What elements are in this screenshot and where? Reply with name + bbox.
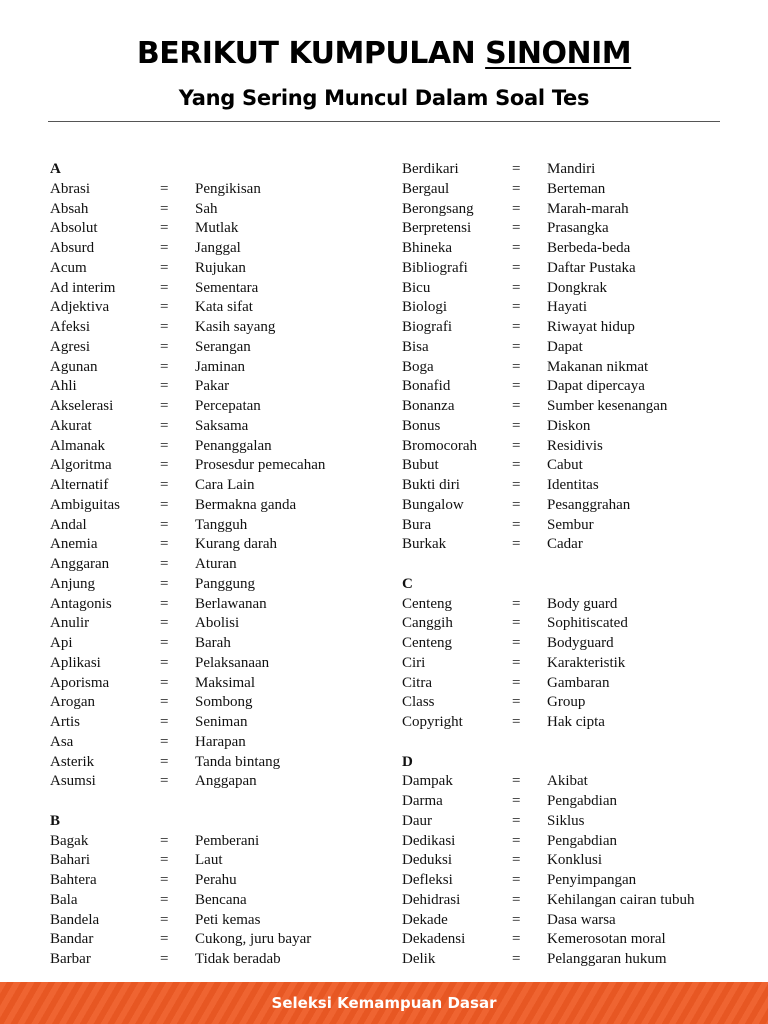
equals-sign: = <box>512 200 521 217</box>
synonym-term: Bubut <box>402 457 439 474</box>
synonym-term: Bonanza <box>402 398 455 414</box>
synonym-term: Darma <box>402 793 443 809</box>
synonym-meaning: Kurang darah <box>195 536 278 553</box>
equals-sign: = <box>160 674 169 691</box>
synonym-term: Absolut <box>50 220 98 237</box>
synonym-term: Asumsi <box>50 773 96 790</box>
synonym-meaning: Kemerosotan moral <box>547 931 666 948</box>
equals-sign: = <box>160 556 169 572</box>
equals-sign: = <box>160 733 169 750</box>
synonym-meaning: Kasih sayang <box>195 319 276 335</box>
synonym-term: Absurd <box>50 240 95 256</box>
synonym-meaning: Aturan <box>195 556 237 572</box>
synonym-meaning: Bencana <box>195 891 247 908</box>
synonym-meaning: Prasangka <box>547 220 609 237</box>
synonym-term: Citra <box>402 674 432 691</box>
synonym-term: Api <box>50 635 73 651</box>
equals-sign: = <box>512 891 521 908</box>
equals-sign: = <box>512 516 521 533</box>
synonym-term: Ahli <box>50 378 77 395</box>
equals-sign: = <box>512 793 521 809</box>
equals-sign: = <box>512 358 521 375</box>
synonym-term: Ciri <box>402 654 426 671</box>
synonym-meaning: Sophitiscated <box>547 615 628 632</box>
synonym-term: Defleksi <box>402 872 453 888</box>
synonym-meaning: Cadar <box>547 536 583 553</box>
equals-sign: = <box>160 714 169 730</box>
synonym-meaning: Pengabdian <box>547 832 617 849</box>
equals-sign: = <box>512 299 521 316</box>
synonym-meaning: Cabut <box>547 457 583 474</box>
synonym-meaning: Dasa warsa <box>547 911 616 928</box>
synonym-meaning: Konklusi <box>547 852 603 869</box>
equals-sign: = <box>512 457 521 474</box>
equals-sign: = <box>512 220 521 237</box>
synonym-term: Burkak <box>402 536 447 553</box>
equals-sign: = <box>160 951 169 967</box>
equals-sign: = <box>512 180 521 197</box>
synonym-term: Bergaul <box>402 180 450 197</box>
title-prefix: BERIKUT KUMPULAN <box>136 36 486 71</box>
synonym-term: Dehidrasi <box>402 891 461 908</box>
equals-sign: = <box>160 931 169 948</box>
footer-label: Seleksi Kemampuan Dasar <box>271 994 497 1012</box>
equals-sign: = <box>160 654 169 671</box>
equals-sign: = <box>512 161 521 177</box>
equals-sign: = <box>160 516 169 533</box>
synonym-term: Biologi <box>402 299 448 316</box>
equals-sign: = <box>160 891 169 908</box>
synonym-term: Bonafid <box>402 378 451 395</box>
equals-sign: = <box>512 536 521 553</box>
synonym-meaning: Rujukan <box>195 259 246 276</box>
synonym-meaning: Sumber kesenangan <box>547 398 668 414</box>
synonym-term: Asa <box>50 733 74 750</box>
synonym-term: Almanak <box>50 437 105 454</box>
section-letter: A <box>50 161 61 177</box>
synonym-term: Ad interim <box>50 279 116 296</box>
synonym-term: Bisa <box>402 338 429 355</box>
synonym-meaning: Daftar Pustaka <box>547 259 636 276</box>
synonym-meaning: Bermakna ganda <box>195 496 297 513</box>
equals-sign: = <box>512 338 521 355</box>
synonym-term: Bibliografi <box>402 259 468 276</box>
equals-sign: = <box>160 635 169 651</box>
synonym-term: Akselerasi <box>50 398 114 414</box>
section-letter: C <box>402 575 413 592</box>
synonym-term: Bahari <box>50 852 90 869</box>
equals-sign: = <box>512 417 521 434</box>
synonym-meaning: Pemberani <box>195 832 260 849</box>
equals-sign: = <box>160 773 169 790</box>
synonym-meaning: Prosesdur pemecahan <box>195 457 326 474</box>
synonym-term: Aporisma <box>50 674 110 691</box>
equals-sign: = <box>512 279 521 296</box>
synonym-meaning: Riwayat hidup <box>547 319 635 335</box>
equals-sign: = <box>160 753 169 770</box>
equals-sign: = <box>512 319 521 335</box>
equals-sign: = <box>512 259 521 276</box>
synonym-term: Canggih <box>402 615 453 632</box>
synonym-meaning: Perahu <box>195 872 237 888</box>
equals-sign: = <box>160 595 169 612</box>
equals-sign: = <box>160 319 169 335</box>
equals-sign: = <box>512 635 521 651</box>
synonym-meaning: Group <box>547 694 586 711</box>
synonym-meaning: Hak cipta <box>547 714 605 730</box>
synonym-term: Anulir <box>50 615 90 632</box>
equals-sign: = <box>512 694 521 711</box>
equals-sign: = <box>512 951 521 967</box>
equals-sign: = <box>160 911 169 928</box>
synonym-meaning: Berteman <box>547 180 606 197</box>
title-underlined-word: SINONIM <box>485 36 632 71</box>
equals-sign: = <box>512 931 521 948</box>
equals-sign: = <box>160 417 169 434</box>
synonym-meaning: Makanan nikmat <box>547 358 649 375</box>
equals-sign: = <box>160 872 169 888</box>
synonym-meaning: Gambaran <box>547 674 610 691</box>
synonym-meaning: Percepatan <box>195 398 261 414</box>
synonym-meaning: Diskon <box>547 417 591 434</box>
equals-sign: = <box>512 378 521 395</box>
synonym-meaning: Panggung <box>195 575 255 592</box>
equals-sign: = <box>160 852 169 869</box>
equals-sign: = <box>160 437 169 454</box>
synonym-meaning: Laut <box>195 852 223 869</box>
synonym-meaning: Peti kemas <box>195 911 261 928</box>
synonym-meaning: Marah-marah <box>547 200 629 217</box>
synonym-meaning: Jaminan <box>195 358 245 375</box>
synonym-meaning: Tidak beradab <box>195 951 281 967</box>
synonym-meaning: Tanda bintang <box>195 753 281 770</box>
synonym-term: Algoritma <box>50 457 112 474</box>
synonym-meaning: Tangguh <box>195 516 248 533</box>
equals-sign: = <box>512 615 521 632</box>
synonym-meaning: Janggal <box>195 240 241 256</box>
equals-sign: = <box>160 259 169 276</box>
equals-sign: = <box>160 536 169 553</box>
synonym-meaning: Sombong <box>195 694 253 711</box>
synonym-term: Anjung <box>50 575 95 592</box>
equals-sign: = <box>512 852 521 869</box>
synonym-meaning: Akibat <box>547 773 588 790</box>
synonym-term: Bonus <box>402 417 441 434</box>
equals-sign: = <box>512 595 521 612</box>
equals-sign: = <box>512 240 521 256</box>
synonym-meaning: Seniman <box>195 714 248 730</box>
synonym-term: Anggaran <box>50 556 110 572</box>
synonym-meaning: Cukong, juru bayar <box>195 931 312 948</box>
synonym-term: Aplikasi <box>50 654 101 671</box>
synonym-meaning: Berbeda-beda <box>547 240 631 256</box>
synonym-meaning: Karakteristik <box>547 654 626 671</box>
equals-sign: = <box>160 338 169 355</box>
synonym-meaning: Berlawanan <box>195 595 267 612</box>
synonym-meaning: Pelanggaran hukum <box>547 951 667 967</box>
synonym-term: Berpretensi <box>402 220 472 237</box>
synonym-term: Dekadensi <box>402 931 466 948</box>
equals-sign: = <box>160 575 169 592</box>
synonym-meaning: Kehilangan cairan tubuh <box>547 891 695 908</box>
equals-sign: = <box>160 496 169 513</box>
page-title <box>0 36 768 71</box>
synonym-meaning: Dapat dipercaya <box>547 378 645 395</box>
equals-sign: = <box>160 832 169 849</box>
footer-bar <box>0 982 768 1024</box>
synonym-term: Afeksi <box>50 319 90 335</box>
synonym-meaning: Body guard <box>547 595 618 612</box>
synonym-meaning: Sembur <box>547 516 594 533</box>
synonym-meaning: Mutlak <box>195 220 239 237</box>
synonym-meaning: Hayati <box>547 299 587 316</box>
synonym-meaning: Mandiri <box>547 161 596 177</box>
synonym-term: Bhineka <box>402 240 452 256</box>
equals-sign: = <box>160 378 169 395</box>
equals-sign: = <box>160 180 169 197</box>
synonym-meaning: Serangan <box>195 338 251 355</box>
section-letter: B <box>50 812 61 829</box>
synonym-term: Antagonis <box>50 595 112 612</box>
section-letter: D <box>402 753 413 770</box>
synonym-meaning: Siklus <box>547 812 585 829</box>
synonym-term: Bahtera <box>50 872 97 888</box>
synonym-term: Bagak <box>50 832 89 849</box>
synonym-term: Abrasi <box>50 180 90 197</box>
equals-sign: = <box>512 812 521 829</box>
synonym-term: Bungalow <box>402 496 464 513</box>
equals-sign: = <box>160 398 169 414</box>
synonym-meaning: Pengabdian <box>547 793 617 809</box>
equals-sign: = <box>160 200 169 217</box>
synonym-term: Bura <box>402 516 432 533</box>
synonym-term: Bala <box>50 891 78 908</box>
synonym-term: Andal <box>50 516 87 533</box>
synonym-term: Bandela <box>50 911 100 928</box>
synonym-meaning: Saksama <box>195 417 249 434</box>
synonym-meaning: Cara Lain <box>195 477 255 493</box>
synonym-meaning: Sah <box>195 200 218 217</box>
equals-sign: = <box>512 654 521 671</box>
synonym-term: Anemia <box>50 536 98 553</box>
synonym-term: Agresi <box>50 338 90 355</box>
header-divider <box>48 121 720 122</box>
synonym-term: Boga <box>402 358 434 375</box>
synonym-term: Copyright <box>402 714 463 730</box>
synonym-meaning: Residivis <box>547 437 603 454</box>
synonym-term: Arogan <box>50 694 95 711</box>
synonym-meaning: Identitas <box>547 477 599 493</box>
synonym-term: Deduksi <box>402 852 452 869</box>
equals-sign: = <box>512 714 521 730</box>
equals-sign: = <box>160 299 169 316</box>
equals-sign: = <box>160 477 169 493</box>
synonym-term: Berongsang <box>402 200 474 217</box>
synonym-term: Bicu <box>402 279 431 296</box>
synonym-meaning: Bodyguard <box>547 635 614 651</box>
synonym-meaning: Barah <box>195 635 231 651</box>
equals-sign: = <box>160 694 169 711</box>
synonym-term: Bandar <box>50 931 94 948</box>
synonym-term: Adjektiva <box>50 299 110 316</box>
synonym-term: Bukti diri <box>402 477 460 493</box>
synonym-meaning: Harapan <box>195 733 246 750</box>
equals-sign: = <box>512 477 521 493</box>
equals-sign: = <box>512 674 521 691</box>
equals-sign: = <box>160 358 169 375</box>
synonym-term: Agunan <box>50 358 98 375</box>
equals-sign: = <box>512 832 521 849</box>
equals-sign: = <box>512 398 521 414</box>
synonym-term: Biografi <box>402 319 452 335</box>
synonym-term: Alternatif <box>50 477 109 493</box>
synonym-term: Dampak <box>402 773 453 790</box>
synonym-meaning: Maksimal <box>195 674 255 691</box>
synonym-term: Absah <box>50 200 89 217</box>
equals-sign: = <box>160 240 169 256</box>
synonym-term: Class <box>402 694 435 711</box>
synonym-term: Centeng <box>402 595 452 612</box>
synonym-meaning: Penyimpangan <box>547 872 637 888</box>
synonym-term: Daur <box>402 812 432 829</box>
synonym-term: Akurat <box>50 417 92 434</box>
equals-sign: = <box>160 615 169 632</box>
synonym-meaning: Abolisi <box>195 615 240 632</box>
synonym-meaning: Dapat <box>547 338 583 355</box>
synonym-meaning: Pelaksanaan <box>195 654 270 671</box>
equals-sign: = <box>512 872 521 888</box>
synonym-meaning: Dongkrak <box>547 279 607 296</box>
synonym-term: Centeng <box>402 635 452 651</box>
page-subtitle: Yang Sering Muncul Dalam Soal Tes <box>178 86 590 110</box>
synonym-term: Barbar <box>50 951 91 967</box>
equals-sign: = <box>512 437 521 454</box>
synonym-term: Dekade <box>402 911 448 928</box>
synonym-term: Ambiguitas <box>50 496 120 513</box>
synonym-term: Delik <box>402 951 436 967</box>
equals-sign: = <box>160 279 169 296</box>
synonym-meaning: Pesanggrahan <box>547 496 631 513</box>
equals-sign: = <box>160 457 169 474</box>
synonym-meaning: Sementara <box>195 279 259 296</box>
synonym-term: Asterik <box>50 753 95 770</box>
synonym-meaning: Anggapan <box>195 773 257 790</box>
synonym-meaning: Penanggalan <box>195 437 272 454</box>
synonym-meaning: Pakar <box>195 378 230 395</box>
equals-sign: = <box>512 911 521 928</box>
synonym-meaning: Kata sifat <box>195 299 253 316</box>
synonym-term: Acum <box>50 259 87 276</box>
equals-sign: = <box>160 220 169 237</box>
synonym-term: Berdikari <box>402 161 459 177</box>
synonym-meaning: Pengikisan <box>195 180 261 197</box>
synonym-term: Dedikasi <box>402 832 456 849</box>
synonym-term: Artis <box>50 714 80 730</box>
equals-sign: = <box>512 773 521 790</box>
equals-sign: = <box>512 496 521 513</box>
synonym-term: Bromocorah <box>402 437 477 454</box>
